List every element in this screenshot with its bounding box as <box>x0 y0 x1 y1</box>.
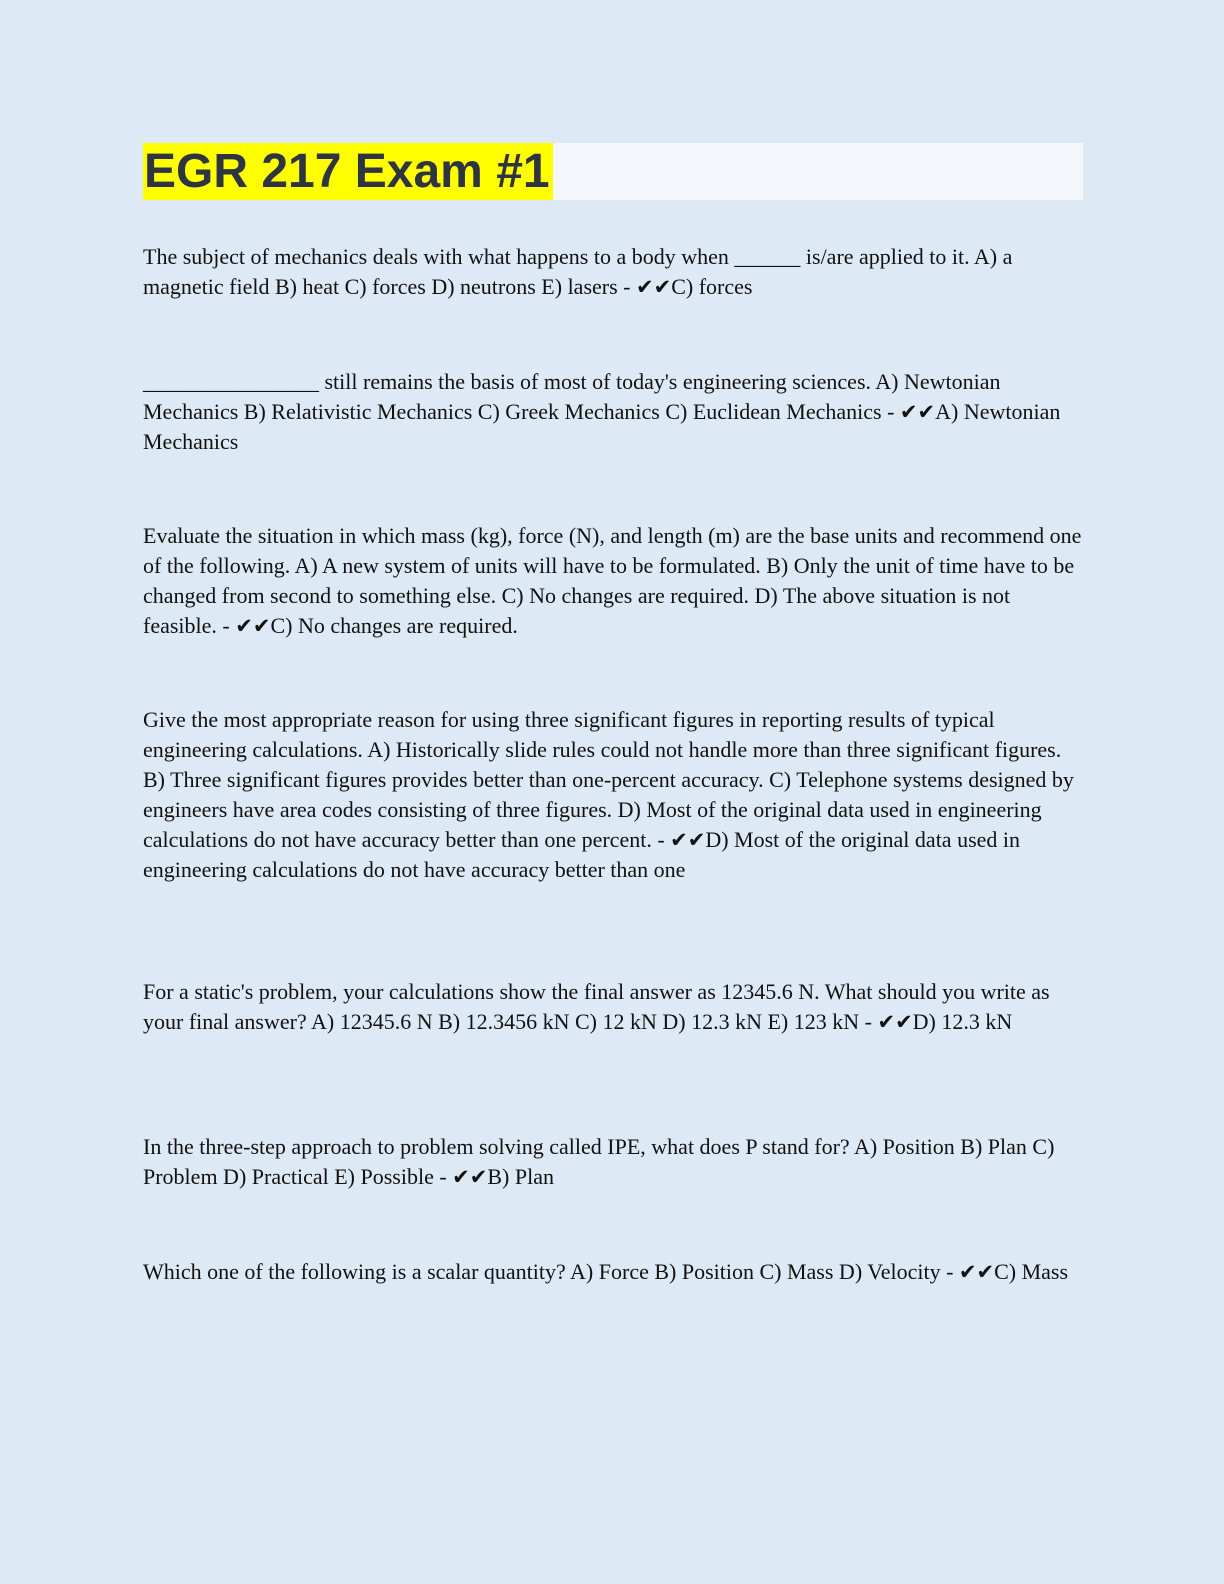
question-text: In the three-step approach to problem solving called IPE, what does P stand for? A) Position B) Plan C) Problem D) Practical E) Possible - <box>143 1134 1055 1189</box>
page-title: EGR 217 Exam #1 <box>143 143 553 200</box>
answer-text: D) 12.3 kN <box>912 1009 1013 1034</box>
check-mark-icon: ✔✔ <box>235 614 271 638</box>
question-text: Which one of the following is a scalar quantity? A) Force B) Position C) Mass D) Velocity - <box>143 1259 954 1284</box>
answer-text: B) Plan <box>487 1164 554 1189</box>
check-mark-icon: ✔✔ <box>636 275 672 299</box>
question-text: Give the most appropriate reason for using three significant figures in reporting results of typical engineering calculations. A) Historically slide rules could not handle more than three significant figures. B) Three significant figures provides better than one-percent accuracy. C) Telephone systems designed by engineers have area codes consisting of three figures. D) Most of the original data used in engineering calculations do not have accuracy better than one percent. - <box>143 707 1074 852</box>
answer-text: C) forces <box>671 274 753 299</box>
question-text: ________________ still remains the basis of most of today's engineering sciences. A) Newtonian Mechanics B) Relativistic Mechanics C) Greek Mechanics C) Euclidean Mechanics - <box>143 369 1001 424</box>
check-mark-icon: ✔✔ <box>452 1165 488 1189</box>
answer-text: D) Most of the original data used in engineering calculations do not have accuracy better than one <box>143 827 1021 882</box>
answer-text: A) Newtonian Mechanics <box>143 399 1061 454</box>
check-mark-icon: ✔✔ <box>958 1260 995 1284</box>
question-block-5 <box>143 977 1083 1037</box>
question-block-3 <box>143 521 1083 641</box>
question-block-7 <box>143 1257 1083 1287</box>
check-mark-icon: ✔✔ <box>877 1010 913 1034</box>
question-text: Evaluate the situation in which mass (kg), force (N), and length (m) are the base units and recommend one of the following. A) A new system of units will have to be formulated. B) Only the unit of time have to be changed from second to something else. C) No changes are required. D) The above situation is not feasible. - <box>143 523 1082 638</box>
question-block-2 <box>143 367 1083 457</box>
question-block-6 <box>143 1132 1083 1192</box>
check-mark-icon: ✔✔ <box>899 400 936 424</box>
question-text: For a static's problem, your calculations show the final answer as 12345.6 N. What should you write as your final answer? A) 12345.6 N B) 12.3456 kN C) 12 kN D) 12.3 kN E) 123 kN - <box>143 979 1050 1034</box>
question-text: The subject of mechanics deals with what happens to a body when ______ is/are applied to it. A) a magnetic field B) heat C) forces D) neutrons E) lasers - <box>143 244 1013 299</box>
answer-text: C) Mass <box>994 1259 1069 1284</box>
answer-text: C) No changes are required. <box>270 613 518 638</box>
title-bar <box>143 143 1083 200</box>
question-block-1 <box>143 242 1083 302</box>
question-block-4 <box>143 705 1083 885</box>
check-mark-icon: ✔✔ <box>670 828 706 852</box>
